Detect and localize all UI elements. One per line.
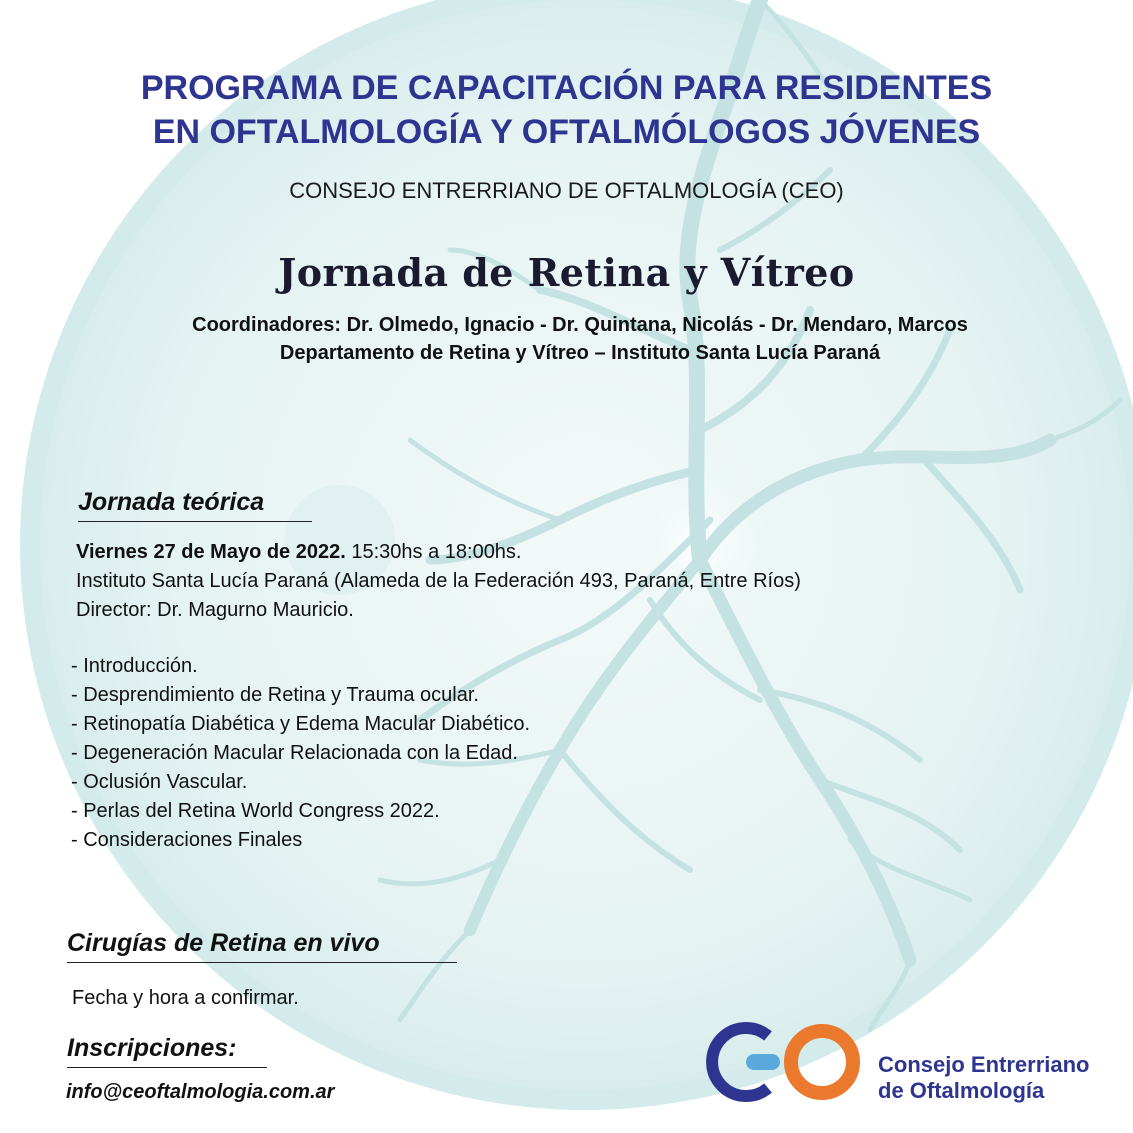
logo-text-line2: de Oftalmología: [878, 1078, 1045, 1103]
registration-email[interactable]: info@ceoftalmologia.com.ar: [66, 1081, 335, 1103]
surgery-note: Fecha y hora a confirmar.: [72, 987, 299, 1009]
list-item: - Degeneración Macular Relacionada con la Edad.: [71, 742, 518, 764]
list-item: - Oclusión Vascular.: [71, 771, 248, 793]
list-item: - Perlas del Retina World Congress 2022.: [71, 800, 440, 822]
surgery-section-heading: [67, 929, 457, 963]
list-item: - Retinopatía Diabética y Edema Macular Diabético.: [71, 713, 531, 735]
ceo-logo-icon: [698, 1018, 866, 1106]
theory-date: Viernes 27 de Mayo de 2022.: [76, 541, 346, 563]
surgery-heading: Cirugías de Retina en vivo: [67, 929, 457, 963]
event-title: Jornada de Retina y Vítreo: [278, 250, 855, 295]
registration-heading: Inscripciones:: [67, 1034, 267, 1068]
coordinators: Coordinadores: Dr. Olmedo, Ignacio - Dr. Quintana, Nicolás - Dr. Mendaro, Marcos: [192, 314, 968, 336]
theory-director: Director: Dr. Magurno Mauricio.: [76, 599, 354, 621]
logo-text-line1: Consejo Entrerriano: [878, 1052, 1090, 1077]
logo-text: [878, 1052, 1089, 1104]
theory-date-line: [76, 538, 1116, 567]
theory-place: Instituto Santa Lucía Paraná (Alameda de la Federación 493, Paraná, Entre Ríos): [76, 570, 801, 592]
program-title-line1: PROGRAMA DE CAPACITACIÓN PARA RESIDENTES: [140, 69, 993, 107]
theory-section-heading: [78, 488, 312, 522]
council-name: CONSEJO ENTRERRIANO DE OFTALMOLOGÍA (CEO): [289, 178, 844, 203]
theory-details: [76, 538, 1116, 625]
list-item: - Consideraciones Finales: [71, 829, 303, 851]
list-item: - Introducción.: [71, 655, 198, 677]
list-item: - Desprendimiento de Retina y Trauma ocular.: [71, 684, 479, 706]
registration-section-heading: [67, 1034, 267, 1068]
theory-heading: Jornada teórica: [78, 488, 312, 522]
department: Departamento de Retina y Vítreo – Instituto Santa Lucía Paraná: [279, 342, 881, 364]
program-title: [0, 66, 1133, 154]
theory-time: 15:30hs a 18:00hs.: [345, 541, 522, 563]
topics-list: [71, 652, 971, 855]
program-title-line2: EN OFTALMOLOGÍA Y OFTALMÓLOGOS JÓVENES: [152, 113, 981, 151]
